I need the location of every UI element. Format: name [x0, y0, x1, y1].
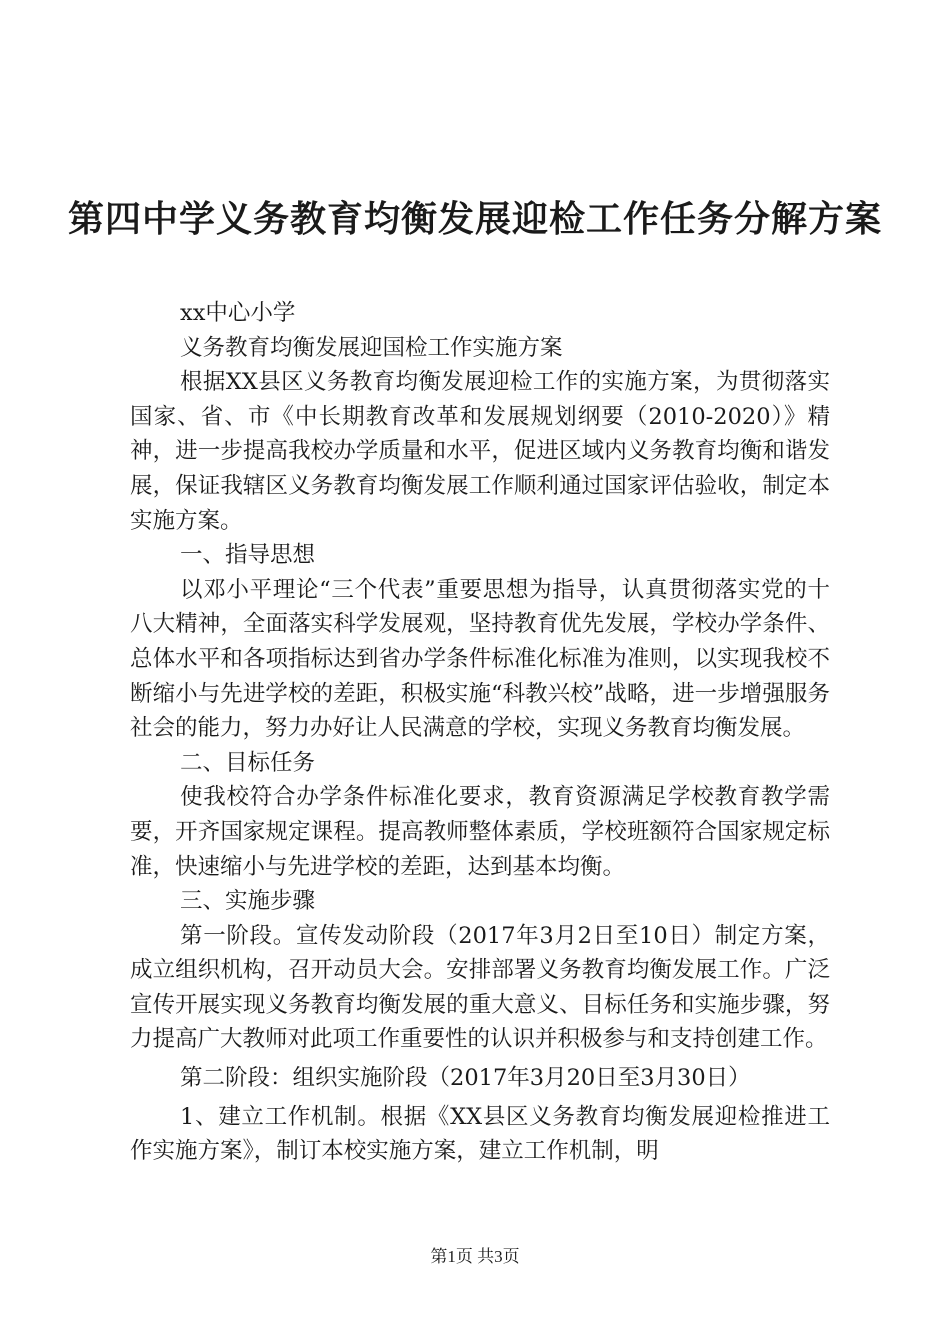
document-title: 第四中学义务教育均衡发展迎检工作任务分解方案 [67, 198, 882, 240]
intro-paragraph: 根据XX县区义务教育均衡发展迎检工作的实施方案，为贯彻落实国家、省、市《中长期教育改革和发展规划纲要（2010-2020）》精神，进一步提高我校办学质量和水平，促进区域内义务教育均衡和谐发展，保证我辖区义务教育均衡发展工作顺利通过国家评估验收，制定本实施方案。 [130, 369, 830, 534]
stage-two-heading: 第二阶段：组织实施阶段（2017年3月20日至3月30日） [180, 1065, 751, 1092]
plan-subtitle: 义务教育均衡发展迎国检工作实施方案 [180, 334, 563, 361]
section-heading-steps: 三、实施步骤 [180, 888, 316, 915]
school-name: xx中心小学 [180, 300, 296, 326]
stage-one-paragraph: 第一阶段。宣传发动阶段（2017年3月2日至10日）制定方案，成立组织机构，召开动员大会。安排部署义务教育均衡发展工作。广泛宣传开展实现义务教育均衡发展的重大意义、目标任务和实施步骤，努力提高广大教师对此项工作重要性的认识并积极参与和支持创建工作。 [130, 922, 830, 1053]
mechanism-paragraph: 1、建立工作机制。根据《XX县区义务教育均衡发展迎检推进工作实施方案》，制订本校实施方案，建立工作机制，明 [130, 1103, 830, 1165]
page-indicator: 第1页 共3页 [430, 1247, 520, 1266]
section-heading-guiding-thought: 一、指导思想 [180, 542, 316, 569]
section-heading-goals: 二、目标任务 [180, 749, 316, 776]
guiding-thought-paragraph: 以邓小平理论“三个代表”重要思想为指导，认真贯彻落实党的十八大精神，全面落实科学发展观，坚持教育优先发展，学校办学条件、总体水平和各项指标达到省办学条件标准化标准为准则，以实现我校不断缩小与先进学校的差距，积极实施“科教兴校”战略，进一步增强服务社会的能力，努力办好让人民满意的学校，实现义务教育均衡发展。 [130, 576, 830, 742]
goals-paragraph: 使我校符合办学条件标准化要求，教育资源满足学校教育教学需要，开齐国家规定课程。提高教师整体素质，学校班额符合国家规定标准，快速缩小与先进学校的差距，达到基本均衡。 [130, 784, 830, 880]
document-body [130, 296, 830, 1169]
